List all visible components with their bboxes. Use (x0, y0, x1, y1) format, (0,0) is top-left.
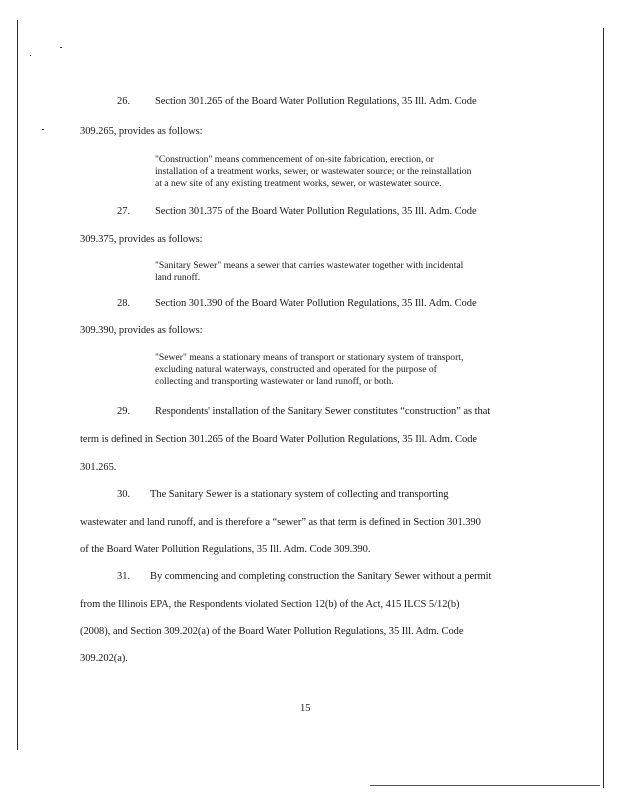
quote-line: land runoff. (155, 272, 201, 283)
quote-line: "Sewer" means a stationary means of transport or stationary system of transport, (155, 352, 464, 363)
scan-speck (60, 47, 62, 48)
paragraph-number: 27. (117, 206, 131, 217)
scan-edge-left (17, 20, 18, 750)
paragraph-line: (2008), and Section 309.202(a) of the Board Water Pollution Regulations, 35 Ill. Adm. Code (80, 626, 464, 637)
quote-line: at a new site of any existing treatment works, sewer, or wastewater source. (155, 178, 442, 189)
paragraph-lead-line: The Sanitary Sewer is a stationary system of collecting and transporting (150, 489, 449, 500)
quote-line: excluding natural waterways, constructed and operated for the purpose of (155, 364, 437, 375)
quote-line: installation of a treatment works, sewer, or wastewater source; or the reinstallation (155, 166, 472, 177)
paragraph-line: 301.265. (80, 462, 117, 473)
quote-line: "Sanitary Sewer" means a sewer that carries wastewater together with incidental (155, 260, 464, 271)
scan-edge-right (603, 28, 604, 788)
paragraph-number: 29. (117, 406, 131, 417)
paragraph-number: 26. (117, 96, 131, 107)
paragraph-line: term is defined in Section 301.265 of the Board Water Pollution Regulations, 35 Ill. Adm. Code (80, 434, 478, 445)
paragraph-lead-line: Section 301.265 of the Board Water Pollution Regulations, 35 Ill. Adm. Code (155, 96, 477, 107)
paragraph-lead-line: Section 301.390 of the Board Water Pollution Regulations, 35 Ill. Adm. Code (155, 298, 477, 309)
paragraph-line: 309.375, provides as follows: (80, 234, 203, 245)
paragraph-lead-line: By commencing and completing construction the Sanitary Sewer without a permit (150, 571, 492, 582)
paragraph-line: 309.265, provides as follows: (80, 126, 203, 137)
paragraph-line: from the Illinois EPA, the Respondents violated Section 12(b) of the Act, 415 ILCS 5/12(b) (80, 599, 460, 610)
paragraph-number: 28. (117, 298, 131, 309)
paragraph-line: 309.202(a). (80, 653, 128, 664)
paragraph-line: wastewater and land runoff, and is therefore a “sewer” as that term is defined in Section 301.390 (80, 517, 481, 528)
paragraph-lead-line: Respondents' installation of the Sanitary Sewer constitutes “construction” as that (155, 406, 491, 417)
quote-line: "Construction" means commencement of on-site fabrication, erection, or (155, 154, 434, 165)
paragraph-line: of the Board Water Pollution Regulations, 35 Ill. Adm. Code 309.390. (80, 544, 371, 555)
paragraph-line: 309.390, provides as follows: (80, 325, 203, 336)
scan-speck (42, 129, 44, 130)
scan-speck (30, 55, 31, 56)
scan-edge-bottom (370, 785, 600, 786)
paragraph-number: 30. (117, 489, 131, 500)
paragraph-number: 31. (117, 571, 131, 582)
quote-line: collecting and transporting wastewater or land runoff, or both. (155, 376, 394, 387)
page-number: 15 (300, 703, 311, 714)
paragraph-lead-line: Section 301.375 of the Board Water Pollution Regulations, 35 Ill. Adm. Code (155, 206, 477, 217)
